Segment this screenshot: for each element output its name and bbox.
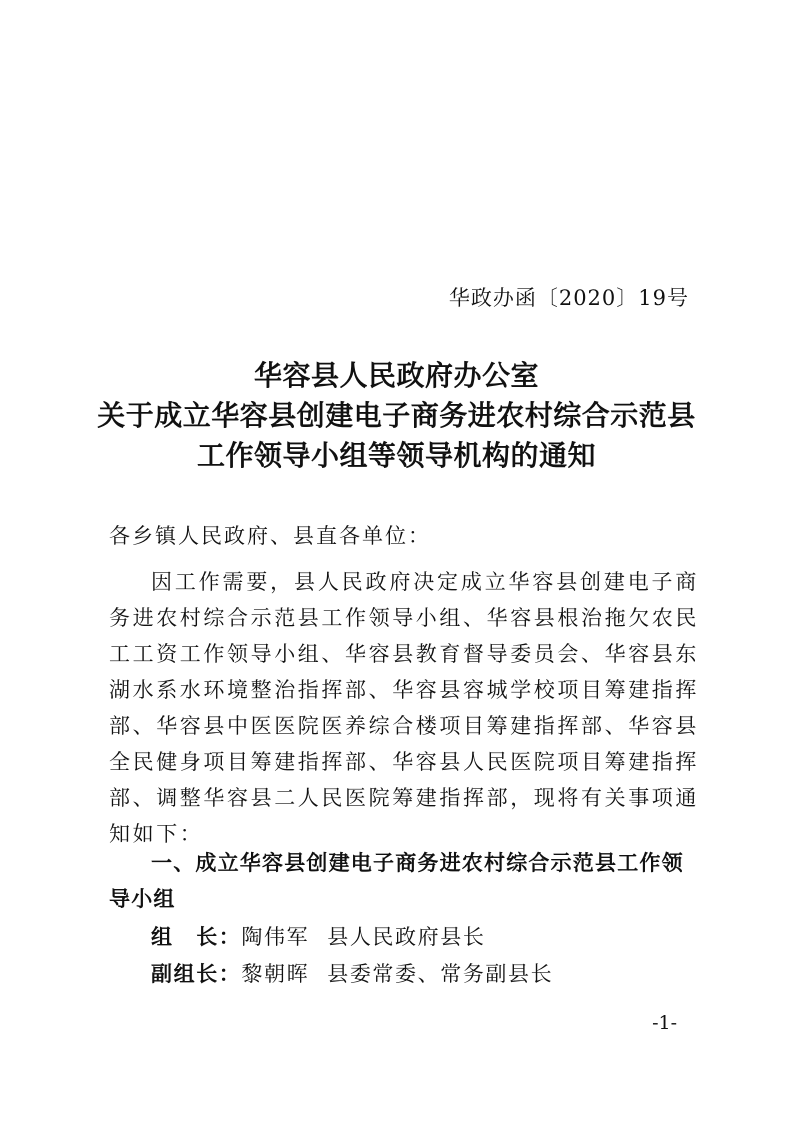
member-title: 县委常委、常务副县长	[327, 962, 554, 986]
title-line-3: 工作领导小组等领导机构的通知	[196, 439, 596, 472]
member-name: 陶伟军	[241, 925, 310, 949]
intro-paragraph: 因工作需要，县人民政府决定成立华容县创建电子商务进农村综合示范县工作领导小组、华容县根治拖欠农民工工资工作领导小组、华容县教育督导委员会、华容县东湖水系水环境整治指挥部、华容县容城学校项目筹建指挥部、华容县中医医院医养综合楼项目筹建指挥部、华容县全民健身项目筹建指挥部、华容县人民医院项目筹建指挥部、调整华容县二人民医院筹建指挥部，现将有关事项通知如下：	[109, 570, 699, 846]
member-deputy-leader	[151, 956, 711, 992]
section-1-heading: 一、成立华容县创建电子商务进农村综合示范县工作领导小组	[109, 851, 684, 911]
page-number: -1-	[652, 1012, 677, 1034]
title-line-1: 华容县人民政府办公室	[253, 359, 539, 392]
member-leader	[151, 919, 711, 955]
member-role: 副组长：	[151, 962, 242, 986]
salutation: 各乡镇人民政府、县直各单位：	[109, 524, 431, 548]
title-line-2: 关于成立华容县创建电子商务进农村综合示范县	[97, 399, 696, 432]
member-role: 组 长：	[151, 925, 242, 949]
document-number: 华政办函〔2020〕19号	[448, 286, 689, 310]
document-title	[0, 356, 793, 476]
member-name: 黎朝晖	[241, 962, 310, 986]
member-title: 县人民政府县长	[327, 925, 486, 949]
